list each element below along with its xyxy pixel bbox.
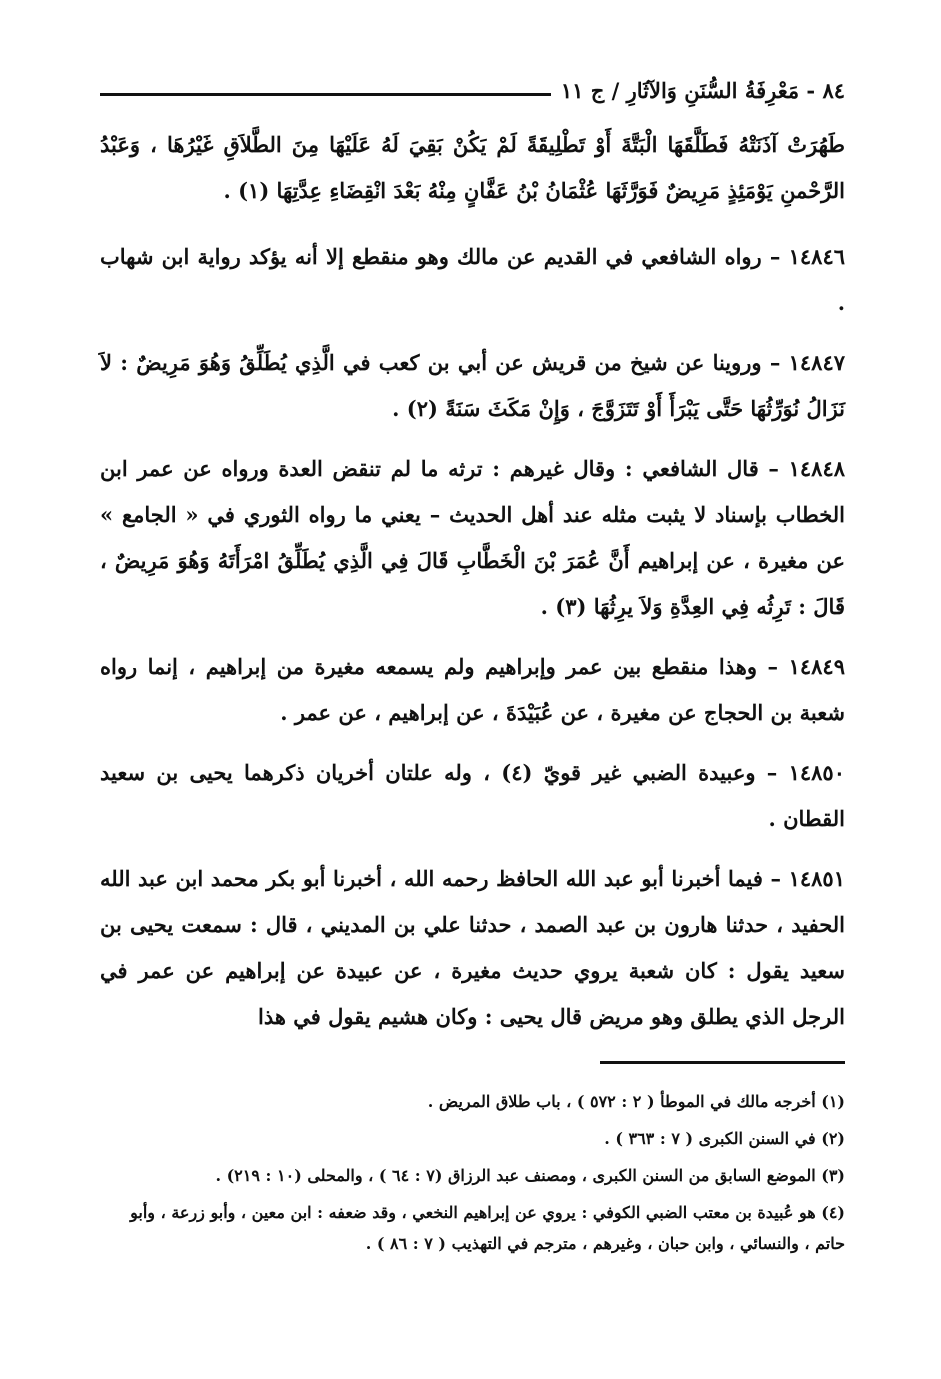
footnote-2: (٢) في السنن الكبرى ( ٧ : ٣٦٣ ) . [604, 1129, 845, 1148]
paragraph-number: ١٤٨٤٩ [788, 654, 845, 679]
footnote-4: (٤) هو عُبيدة بن معتب الضبي الكوفي : يروي عن إبراهيم النخعي ، وقد ضعفه : ابن معين ، وأبو زرعة ، وأبو حاتم ، والنسائي ، وابن حبان ، وغيرهم ، مترجم في التهذيب ( ٧ : ٨٦ ) . [130, 1203, 845, 1253]
footnotes [100, 1086, 845, 1265]
footnote-3: (٣) الموضع السابق من السنن الكبرى ، ومصنف عبد الرزاق (٧ : ٦٤ ) ، والمحلى (١٠ : ٢١٩) . [215, 1166, 845, 1185]
paragraph-14851 [100, 856, 845, 1040]
paragraph-text: – وروينا عن شيخ من قريش عن أبي بن كعب في الَّذِي يُطَلِّقُ وَهُوَ مَرِيضٌ : لاَ نَزَالُ نُوَرِّثُهَا حَتَّى يَبْرَأَ أَوْ تَتَزَوَّجَ ، وَإِنْ مَكَثَ سَنَةً (٢) . [100, 350, 845, 421]
paragraph-14846 [100, 234, 845, 326]
paragraph-text: – وعبيدة الضبي غير قويّ (٤) ، وله علتان أخريان ذكرهما يحيى بن سعيد القطان . [100, 760, 845, 831]
paragraph-continuation [100, 122, 845, 214]
paragraph-14847 [100, 340, 845, 432]
paragraph-14850 [100, 750, 845, 842]
paragraph-number: ١٤٨٤٦ [788, 244, 846, 269]
paragraph-number: ١٤٨٤٧ [788, 350, 846, 375]
paragraph-14848 [100, 446, 845, 630]
header-title: ٨٤ - مَعْرِفَةُ السُّنَنِ وَالآثَارِ / ج ١١ [560, 77, 845, 103]
paragraph-text: طَهُرَتْ آذَنَتْهُ فَطَلَّقَهَا الْبَتَّةَ أَوْ تَطْلِيقَةً لَمْ يَكُنْ بَقِيَ لَهُ عَلَيْهَا مِنَ الطَّلاَقِ غَيْرُهَا ، وَعَبْدُ الرَّحْمنِ يَوْمَئِذٍ مَرِيضٌ فَوَرَّثَهَا عُثْمَانُ بْنُ عَفَّانٍ مِنْهُ بَعْدَ انْقِضَاءِ عِدَّتِهَا (١) . [100, 132, 845, 203]
footnote-divider [600, 1061, 845, 1064]
paragraph-text: – وهذا منقطع بين عمر وإبراهيم ولم يسمعه مغيرة من إبراهيم ، إنما رواه شعبة بن الحجاج عن مغيرة ، عن عُبَيْدَةَ ، عن إبراهيم ، عن عمر . [100, 654, 845, 725]
footnote-1: (١) أخرجه مالك في الموطأ ( ٢ : ٥٧٢ ) ، باب طلاق المريض . [427, 1092, 845, 1111]
main-text [100, 122, 845, 1054]
paragraph-number: ١٤٨٥٠ [788, 760, 845, 785]
paragraph-number: ١٤٨٤٨ [788, 456, 846, 481]
paragraph-number: ١٤٨٥١ [788, 866, 845, 891]
paragraph-text: – رواه الشافعي في القديم عن مالك وهو منقطع إلا أنه يؤكد رواية ابن شهاب . [100, 244, 845, 315]
paragraph-text: – قال الشافعي : وقال غيرهم : ترثه ما لم تنقض العدة ورواه عن عمر ابن الخطاب بإسناد لا يثبت مثله عند أهل الحديث – يعني ما رواه الثوري في « الجامع » عن مغيرة ، عن إبراهيم أَنَّ عُمَرَ بْنَ الْخَطَّابِ قَالَ فِي الَّذِي يُطَلِّقُ امْرَأَتَهُ وَهُوَ مَرِيضٌ ، قَالَ : تَرِثُه فِي العِدَّةِ وَلاَ يرِثُهَا (٣) . [100, 456, 845, 619]
paragraph-text: – فيما أخبرنا أبو عبد الله الحافظ رحمه الله ، أخبرنا أبو بكر محمد ابن عبد الله الحفيد ، حدثنا هارون بن عبد الصمد ، حدثنا علي بن المديني ، قال : سمعت يحيى بن سعيد يقول : كان شعبة يروي حديث مغيرة ، عن عبيدة عن إبراهيم عن عمر في الرجل الذي يطلق وهو مريض قال يحيى : وكان هشيم يقول في هذا [100, 866, 845, 1029]
page-header [100, 70, 845, 110]
paragraph-14849 [100, 644, 845, 736]
header-rule [100, 93, 551, 96]
